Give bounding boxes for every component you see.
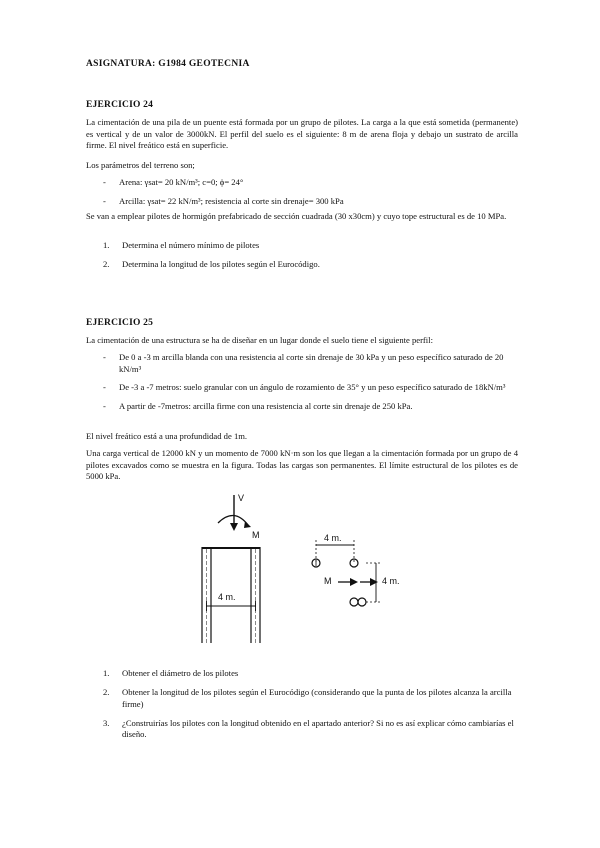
list-item: - De -3 a -7 metros: suelo granular con un ángulo de rozamiento de 35° y un peso específico saturado de 18kN/m³ bbox=[103, 382, 506, 392]
label-width-left: 4 m. bbox=[218, 592, 236, 602]
pile-plan-circle bbox=[358, 598, 366, 606]
label-v: V bbox=[238, 493, 245, 503]
label-moment-right: M bbox=[324, 576, 332, 586]
label-moment-left: M bbox=[252, 530, 260, 540]
exercise-25-water-level: El nivel freático está a una profundidad de 1m. bbox=[86, 431, 248, 441]
list-item: - Arena: γsat= 20 kN/m³; c=0; ϕ= 24° bbox=[103, 177, 244, 187]
arrow-head-icon bbox=[230, 523, 238, 531]
exercise-24-piles-text: Se van a emplear pilotes de hormigón prefabricado de sección cuadrada (30 x30cm) y cuyo tope estructural es de 10 MPa. bbox=[86, 211, 507, 221]
exercise-25-title: EJERCICIO 25 bbox=[86, 318, 154, 328]
list-item: - A partir de -7metros: arcilla firme con una resistencia al corte sin drenaje de 250 kPa. bbox=[103, 400, 413, 411]
pile-group-figure bbox=[190, 485, 430, 645]
exercise-24-title: EJERCICIO 24 bbox=[86, 100, 154, 110]
label-height-right: 4 m. bbox=[382, 576, 400, 586]
pile-plan-circle bbox=[350, 598, 358, 606]
exercise-24-questions bbox=[86, 240, 518, 278]
subject-heading: ASIGNATURA: G1984 GEOTECNIA bbox=[86, 59, 250, 69]
exercise-25-load-text: Una carga vertical de 12000 kN y un momento de 7000 kN·m son los que llegan a la cimentación formada por un grupo de 4 pilotes excavados como se muestra en la figura. Todas las cargas son permanentes. El límite estructural de los pilotes es de 5000 kPa. bbox=[86, 448, 518, 481]
list-item: 1. Determina el número mínimo de pilotes bbox=[103, 240, 260, 250]
exercise-25-questions bbox=[86, 668, 518, 748]
list-item: 2. Obtener la longitud de los pilotes según el Eurocódigo (considerando que la punta de los pilotes alcanza la arcilla firme) bbox=[103, 687, 512, 709]
exercise-24-intro: La cimentación de una pila de un puente está formada por un grupo de pilotes. La carga a la que está sometida (permanente) es vertical y de un valor de 3000kN. El perfil del suelo es el siguiente: 8 m de arena floja y debajo un sustrato de arcilla firme. El nivel freático está en superficie. bbox=[86, 117, 518, 150]
list-item: 2. Determina la longitud de los pilotes según el Eurocódigo. bbox=[103, 259, 320, 269]
arrow-head-icon bbox=[350, 578, 358, 586]
arrow-head-icon bbox=[370, 578, 378, 586]
arrow-head-icon bbox=[244, 521, 251, 528]
label-width-top: 4 m. bbox=[324, 533, 342, 543]
pile-diagram bbox=[190, 485, 430, 645]
list-item: 3. ¿Construirías los pilotes con la longitud obtenido en el apartado anterior? Si no es así explicar cómo cambiarías el diseño. bbox=[103, 717, 514, 739]
list-item: 1. Obtener el diámetro de los pilotes bbox=[103, 668, 239, 678]
exercise-25-layers-list bbox=[86, 352, 518, 419]
exercise-24-params-list bbox=[86, 177, 518, 214]
list-item: - De 0 a -3 m arcilla blanda con una resistencia al corte sin drenaje de 30 kPa y un peso específico saturado de 20 kN/m³ bbox=[103, 352, 504, 374]
list-item: - Arcilla: γsat= 22 kN/m³; resistencia al corte sin drenaje= 300 kPa bbox=[103, 195, 344, 206]
exercise-25-intro: La cimentación de una estructura se ha de diseñar en un lugar donde el suelo tiene el siguiente perfil: bbox=[86, 335, 433, 345]
exercise-24-params-intro: Los parámetros del terreno son; bbox=[86, 160, 195, 170]
